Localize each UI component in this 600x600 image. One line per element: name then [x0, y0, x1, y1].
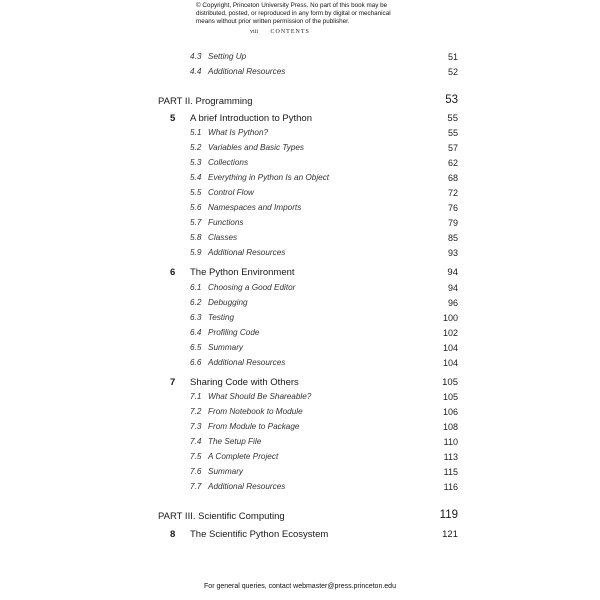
toc-section-row[interactable]: [0, 467, 600, 482]
toc-section-row[interactable]: [0, 67, 600, 82]
toc-chapter-row[interactable]: [0, 529, 600, 544]
toc-entry-page: 93: [447, 248, 458, 258]
toc-part-row[interactable]: [0, 511, 600, 526]
copyright-line: distributed, posted, or reproduced in any form by digital or mechanical: [196, 10, 391, 18]
toc-entry-title: Profiling Code: [208, 328, 260, 337]
toc-entry-number: 7.1: [190, 392, 202, 401]
toc-entry-page: 119: [439, 509, 458, 521]
toc-section-row[interactable]: [0, 437, 600, 452]
toc-entry-number: 6.4: [190, 328, 202, 337]
toc-entry-number: 7.7: [190, 482, 202, 491]
running-head-page: viii: [250, 29, 259, 35]
toc-entry-page: 94: [447, 267, 458, 278]
toc-entry-title: Namespaces and Imports: [208, 203, 302, 212]
toc-section-row[interactable]: [0, 422, 600, 437]
toc-section-row[interactable]: [0, 233, 600, 248]
toc-entry-title: Additional Resources: [208, 67, 286, 76]
toc-section-row[interactable]: [0, 52, 600, 67]
toc-entry-number: 7.2: [190, 407, 202, 416]
toc-chapter-row[interactable]: [0, 267, 600, 282]
toc-section-row[interactable]: [0, 218, 600, 233]
toc-section-row[interactable]: [0, 298, 600, 313]
toc-entry-number: 5.4: [190, 173, 202, 182]
toc-entry-number: 6.3: [190, 313, 202, 322]
toc-entry-number: 6.2: [190, 298, 202, 307]
toc-entry-page: 62: [447, 158, 458, 168]
toc-entry-title: Setting Up: [208, 52, 247, 61]
toc-entry-page: 121: [442, 529, 458, 540]
toc-section-row[interactable]: [0, 203, 600, 218]
toc-entry-number: 6.5: [190, 343, 202, 352]
toc-entry-page: 104: [442, 343, 458, 353]
toc-section-row[interactable]: [0, 173, 600, 188]
toc-entry-title: A brief Introduction to Python: [190, 113, 312, 124]
toc-entry-title: Sharing Code with Others: [190, 377, 299, 388]
toc-entry-page: 76: [447, 203, 458, 213]
toc-entry-title: Summary: [208, 343, 244, 352]
toc-entry-page: 79: [447, 218, 458, 228]
toc-entry-title: PART II. Programming: [158, 96, 253, 107]
toc-entry-title: Collections: [208, 158, 249, 167]
toc-entry-title: A Complete Project: [208, 452, 279, 461]
toc-entry-title: Classes: [208, 233, 238, 242]
toc-section-row[interactable]: [0, 343, 600, 358]
toc-entry-title: The Scientific Python Ecosystem: [190, 529, 329, 540]
toc-entry-title: What Should Be Shareable?: [208, 392, 312, 401]
running-head-title: CONTENTS: [270, 29, 310, 35]
toc-entry-number: 7.6: [190, 467, 202, 476]
toc-entry-page: 115: [443, 467, 458, 477]
toc-entry-page: 55: [447, 128, 458, 138]
toc-entry-number: 6: [170, 267, 176, 278]
toc-entry-page: 94: [447, 283, 458, 293]
toc-entry-title: Debugging: [208, 298, 248, 307]
toc-entry-number: 5.5: [190, 188, 202, 197]
toc-entry-title: Summary: [208, 467, 244, 476]
toc-entry-page: 110: [443, 437, 458, 447]
toc-section-row[interactable]: [0, 128, 600, 143]
toc-section-row[interactable]: [0, 392, 600, 407]
toc-entry-title: Testing: [208, 313, 235, 322]
toc-section-row[interactable]: [0, 188, 600, 203]
toc-entry-page: 104: [442, 358, 458, 368]
toc-entry-page: 108: [442, 422, 458, 432]
toc-entry-page: 85: [447, 233, 458, 243]
footer-contact: For general queries, contact webmaster@press.princeton.edu: [204, 583, 396, 590]
toc-entry-page: 68: [447, 173, 458, 183]
toc-entry-title: From Notebook to Module: [208, 407, 303, 416]
copyright-line: © Copyright, Princeton University Press. No part of this book may be: [196, 2, 388, 9]
copyright-notice: [196, 2, 426, 27]
toc-entry-title: Functions: [208, 218, 244, 227]
toc-section-row[interactable]: [0, 452, 600, 467]
toc-entry-title: The Setup File: [208, 437, 262, 446]
copyright-line: means without prior written permission of the publisher.: [196, 18, 350, 26]
toc-entry-page: 52: [447, 67, 458, 77]
toc-entry-title: What Is Python?: [208, 128, 269, 137]
toc-entry-number: 5.1: [190, 128, 202, 137]
toc-entry-title: Additional Resources: [208, 358, 286, 367]
toc-entry-number: 7.3: [190, 422, 202, 431]
toc-entry-title: From Module to Package: [208, 422, 300, 431]
toc-entry-title: The Python Environment: [190, 267, 295, 278]
toc-entry-number: 5.6: [190, 203, 202, 212]
toc-section-row[interactable]: [0, 283, 600, 298]
toc-section-row[interactable]: [0, 143, 600, 158]
toc-entry-page: 72: [447, 188, 458, 198]
toc-part-row[interactable]: [0, 96, 600, 111]
toc-entry-page: 57: [447, 143, 458, 153]
toc-entry-title: Variables and Basic Types: [208, 143, 305, 152]
toc-entry-page: 53: [445, 94, 458, 106]
toc-entry-number: 5.3: [190, 158, 202, 167]
toc-entry-title: Additional Resources: [208, 482, 286, 491]
toc-entry-page: 55: [447, 113, 458, 124]
toc-entry-page: 106: [442, 407, 458, 417]
toc-section-row[interactable]: [0, 158, 600, 173]
toc-entry-title: Choosing a Good Editor: [208, 283, 296, 292]
toc-entry-number: 5.8: [190, 233, 202, 242]
toc-entry-title: Everything in Python Is an Object: [208, 173, 330, 182]
toc-entry-number: 4.3: [190, 52, 202, 61]
toc-entry-number: 6.6: [190, 358, 202, 367]
toc-entry-number: 5.9: [190, 248, 202, 257]
toc-section-row[interactable]: [0, 248, 600, 263]
toc-entry-page: 105: [442, 377, 458, 388]
toc-entry-number: 6.1: [190, 283, 202, 292]
toc-entry-page: 116: [443, 482, 458, 492]
toc-entry-title: Control Flow: [208, 188, 254, 197]
toc-chapter-row[interactable]: [0, 113, 600, 128]
toc-entry-title: PART III. Scientific Computing: [158, 511, 285, 522]
toc-entry-page: 113: [443, 452, 458, 462]
toc-entry-page: 105: [442, 392, 458, 402]
toc-entry-number: 4.4: [190, 67, 202, 76]
toc-section-row[interactable]: [0, 358, 600, 373]
running-head: [250, 29, 310, 35]
toc-entry-number: 8: [170, 529, 176, 540]
toc-entry-page: 51: [447, 52, 458, 62]
toc-entry-number: 7.5: [190, 452, 202, 461]
toc-section-row[interactable]: [0, 313, 600, 328]
toc-entry-page: 100: [442, 313, 458, 323]
toc-section-row[interactable]: [0, 328, 600, 343]
toc-section-row[interactable]: [0, 407, 600, 422]
toc-entry-number: 5.7: [190, 218, 202, 227]
toc-section-row[interactable]: [0, 482, 600, 497]
toc-chapter-row[interactable]: [0, 377, 600, 392]
toc-entry-number: 7: [170, 377, 176, 388]
toc-entry-page: 102: [442, 328, 458, 338]
toc-entry-title: Additional Resources: [208, 248, 286, 257]
toc-entry-page: 96: [447, 298, 458, 308]
toc-entry-number: 5: [170, 113, 176, 124]
toc-entry-number: 7.4: [190, 437, 202, 446]
toc-entry-number: 5.2: [190, 143, 202, 152]
